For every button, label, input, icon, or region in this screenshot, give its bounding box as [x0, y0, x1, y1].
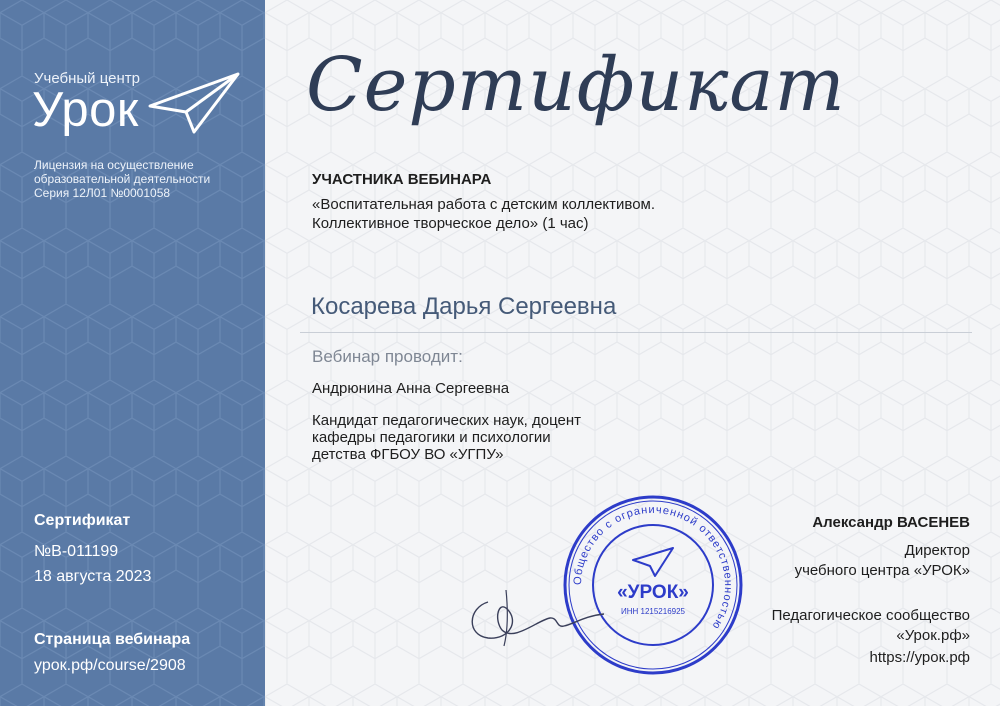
sidebar-panel — [0, 0, 265, 706]
logo-wordmark: Урок — [32, 83, 139, 137]
certificate-date: 18 августа 2023 — [34, 568, 152, 585]
certificate-label: Сертификат — [34, 512, 131, 529]
stamp-ring-text: Общество с ограниченной ответственностью — [571, 503, 735, 632]
director-title: Директор учебного центра «УРОК» — [794, 542, 970, 579]
director-name: Александр ВАСЕНЕВ — [812, 514, 970, 531]
signature — [458, 580, 608, 650]
paper-plane-icon — [148, 72, 240, 134]
certificate-title: Сертификат — [306, 42, 846, 128]
stamp-center-text: «УРОК» — [617, 582, 689, 603]
course-title: «Воспитательная работа с детским коллективом. Коллективное творческое дело» (1 час) — [312, 196, 656, 232]
host-credentials: Кандидат педагогических наук, доцент кафедры педагогики и психологии детства ФГБОУ ВО «УГПУ» — [312, 412, 581, 463]
recipient-name: Косарева Дарья Сергеевна — [311, 293, 617, 320]
participant-label: УЧАСТНИКА ВЕБИНАРА — [312, 171, 492, 188]
logo-subtitle: Учебный центр — [34, 70, 140, 87]
stamp-center-inn: ИНН 1215216925 — [620, 607, 686, 616]
website-link[interactable]: https://урок.рф — [869, 649, 970, 666]
certificate-number: №В-011199 — [34, 543, 119, 560]
license-info: Лицензия на осуществление образовательной деятельности Серия 12Л01 №0001058 — [34, 158, 211, 200]
name-divider — [300, 332, 972, 333]
host-name: Андрюнина Анна Сергеевна — [312, 380, 510, 397]
webinar-page-url: урок.рф/course/2908 — [34, 657, 186, 674]
stamp-plane-icon — [633, 548, 673, 576]
host-label: Вебинар проводит: — [312, 347, 463, 366]
webinar-page-label: Страница вебинара — [34, 631, 191, 648]
organization-name: Педагогическое сообщество «Урок.рф» — [771, 607, 970, 644]
